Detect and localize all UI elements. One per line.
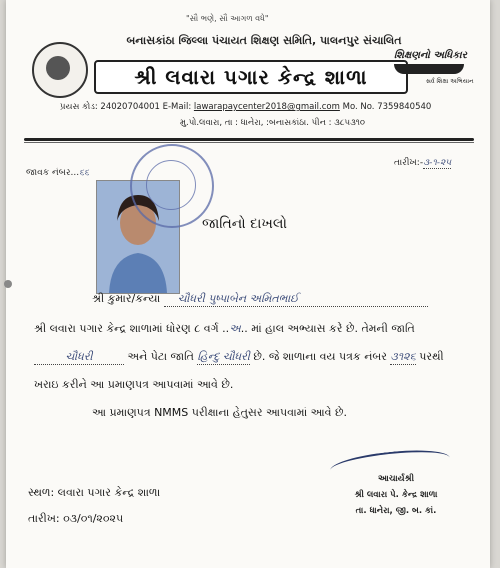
school-emblem-logo bbox=[32, 42, 88, 98]
register-number: ૩૧૨૬ bbox=[390, 350, 416, 363]
contact-line bbox=[60, 102, 431, 112]
signer-title: આચાર્યશ્રી bbox=[377, 474, 414, 484]
rte-logo-text: શિક્ષણનો અધિકાર bbox=[394, 50, 467, 61]
rte-logo-sub: સર્વ શિક્ષા અભિયાન bbox=[426, 78, 474, 85]
outward-label: જાવક નંબર... bbox=[26, 168, 80, 178]
outward-number bbox=[26, 168, 89, 178]
issue-date bbox=[394, 158, 451, 169]
header-divider-thin bbox=[24, 142, 474, 143]
verification-line: ખરાઇ કરીને આ પ્રમાણપત્ર આપવામાં આવે છે. bbox=[34, 378, 234, 391]
school-name: શ્રી લવારા પગાર કેન્દ્ર શાળા bbox=[134, 65, 368, 89]
caste-line bbox=[34, 350, 444, 365]
student-name: ચૌધરી પુષ્પાબેન અમિતભાઈ bbox=[164, 292, 428, 307]
phone: Mo. No. 7359840540 bbox=[339, 102, 432, 112]
certificate-title: જાતિનો દાખલો bbox=[202, 216, 287, 232]
class-text-a: શ્રી લવારા પગાર કેન્દ્ર શાળામાં ધોરણ ૮ વર્ગ .. bbox=[34, 322, 230, 335]
address-line: મુ.પો.લવારા, તા : ધાનેરા, :બનાસકાંઠા. પીન : ૩૮૫૩૧૦ bbox=[180, 118, 366, 128]
punch-hole bbox=[4, 280, 12, 288]
sub-caste-value: હિન્દુ ચૌધરી bbox=[197, 350, 250, 363]
school-name-banner bbox=[94, 60, 408, 94]
outward-value: ૬૬ bbox=[79, 168, 90, 178]
class-text-b: .. માં હાલ અભ્યાસ કરે છે. તેમની જાતિ bbox=[240, 322, 415, 335]
pencil-icon bbox=[394, 64, 464, 74]
class-line bbox=[34, 322, 415, 336]
certificate-sheet bbox=[6, 0, 490, 568]
emblem-center bbox=[46, 56, 70, 80]
header-divider bbox=[24, 138, 474, 141]
date-label: તારીખ:- bbox=[394, 158, 424, 168]
signer-taluka: તા. ધાનેરા, જી. બ. કાં. bbox=[355, 506, 437, 516]
class-value: અ bbox=[229, 322, 241, 335]
footer-date: તારીખ: ૦૩/૦૧/૨૦૨૫ bbox=[28, 512, 124, 525]
caste-text-c: પરથી bbox=[415, 350, 444, 363]
caste-value: ચૌધરી bbox=[34, 350, 124, 365]
school-motto: "સૌ ભણે, સૌ આગળ વધે" bbox=[186, 14, 269, 23]
purpose-line: આ પ્રમાણપત્ર NMMS પરીક્ષાના હેતુસર આપવામાં આવે છે. bbox=[92, 406, 347, 419]
date-value: ૩-૧-૨૫ bbox=[423, 158, 452, 168]
district-line: બનાસકાંઠા જિલ્લા પંચાયત શિક્ષણ સમિતિ, પાલનપુર સંચાલિત bbox=[126, 34, 402, 47]
place-line: સ્થળ: લવારા પગાર કેન્દ્ર શાળા bbox=[28, 486, 161, 499]
student-name-line bbox=[92, 292, 428, 307]
rte-logo bbox=[394, 50, 476, 85]
contact-prefix: પ્રયસ કોડ: 24020704001 E-Mail: bbox=[60, 102, 194, 112]
email-link[interactable]: lawarapaycenter2018@gmail.com bbox=[193, 102, 340, 112]
caste-text-a: અને પેટા જાતિ bbox=[124, 350, 198, 363]
student-label: શ્રી કુમાર/કન્યા bbox=[92, 292, 161, 305]
seal-inner-ring bbox=[146, 160, 196, 210]
signer-school: શ્રી લવારા પે. કેન્દ્ર શાળા bbox=[354, 490, 438, 500]
caste-text-b: છે. જે શાળાના વય પત્રક નંબર bbox=[249, 350, 391, 363]
